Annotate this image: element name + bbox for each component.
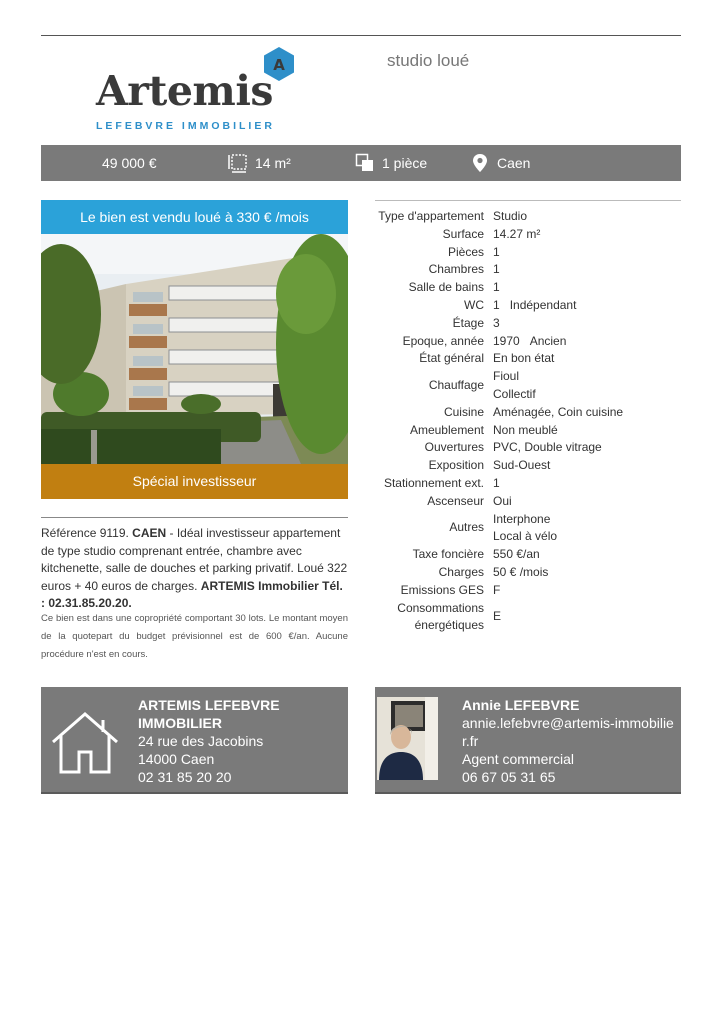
agency-city: 14000 Caen xyxy=(138,751,215,767)
rooms: 1 pièce xyxy=(382,155,428,171)
property-value-part: PVC, Double vitrage xyxy=(493,440,602,455)
property-value xyxy=(493,350,681,368)
surface: 14 m² xyxy=(255,155,291,171)
property-row xyxy=(375,226,681,244)
property-row xyxy=(375,511,681,547)
property-value-part: 14.27 m² xyxy=(493,226,541,241)
description-ref: Référence 9119. xyxy=(41,526,133,540)
property-label: Ascenseur xyxy=(427,493,484,508)
property-row xyxy=(375,404,681,422)
property-value xyxy=(493,582,681,600)
price: 49 000 € xyxy=(102,155,157,171)
property-value xyxy=(493,439,681,457)
property-value xyxy=(493,422,681,440)
right-divider xyxy=(375,200,681,201)
property-row xyxy=(375,600,681,636)
agent-phone: 06 67 05 31 65 xyxy=(462,769,556,785)
property-value-part: Oui xyxy=(493,493,512,508)
property-value-part: Ancien xyxy=(529,333,567,348)
property-value xyxy=(493,404,681,422)
property-value-part: Interphone xyxy=(493,511,551,526)
property-row xyxy=(375,493,681,511)
property-row xyxy=(375,315,681,333)
property-value xyxy=(493,511,681,547)
property-value xyxy=(493,333,681,351)
property-value xyxy=(493,368,681,404)
property-label: Chambres xyxy=(428,262,484,277)
property-value-part: 50 € /mois xyxy=(493,564,549,579)
property-label: Taxe foncière xyxy=(412,547,484,562)
property-label: Étage xyxy=(452,315,484,330)
top-divider xyxy=(41,35,681,36)
property-row xyxy=(375,457,681,475)
property-value-part: 1 xyxy=(493,280,500,295)
property-label: Salle de bains xyxy=(408,280,484,295)
logo-subtitle: LEFEBVRE IMMOBILIER xyxy=(96,120,275,132)
property-row xyxy=(375,368,681,404)
property-row xyxy=(375,208,681,226)
rented-banner: Le bien est vendu loué à 330 € /mois xyxy=(41,200,348,234)
property-value-part: Fioul xyxy=(493,369,520,384)
surface-icon xyxy=(228,153,248,173)
property-row xyxy=(375,439,681,457)
agent-role: Agent commercial xyxy=(462,751,575,767)
property-label: Emissions GES xyxy=(400,582,484,597)
property-value xyxy=(493,600,681,636)
property-label: Autres xyxy=(449,520,484,535)
property-value-part: Collectif xyxy=(493,386,536,401)
property-value-part: 1 xyxy=(493,475,500,490)
property-label: Ameublement xyxy=(409,422,484,437)
property-label: Stationnement ext. xyxy=(383,475,484,490)
property-row xyxy=(375,279,681,297)
logo-wordmark: Artemis xyxy=(96,67,273,115)
property-value xyxy=(493,475,681,493)
property-value-part: 1 xyxy=(493,244,500,259)
description-agency: ARTEMIS Immobilier Tél. : 02.31.85.20.20. xyxy=(41,578,343,610)
property-value xyxy=(493,493,681,511)
property-value-part: E xyxy=(493,609,502,624)
property-value-part: 550 €/an xyxy=(493,547,540,562)
property-label: Charges xyxy=(438,564,484,579)
property-value-part: Studio xyxy=(493,209,528,223)
property-details xyxy=(375,208,681,635)
property-row xyxy=(375,261,681,279)
property-label: Pièces xyxy=(447,244,484,259)
property-value xyxy=(493,546,681,564)
rooms-icon xyxy=(355,153,375,173)
property-value xyxy=(493,297,681,315)
property-value xyxy=(493,261,681,279)
property-row xyxy=(375,297,681,315)
property-value xyxy=(493,244,681,262)
property-label: Epoque, année xyxy=(402,333,484,348)
property-photo xyxy=(41,234,348,464)
description-legal: Ce bien est dans une copropriété comportant 30 lots. Le montant moyen de la quotepart du budget prévisionnel est de 600 €/an. Aucune procédure n'est en cours. xyxy=(41,613,348,660)
agent-email[interactable]: annie.lefebvre@artemis-immobilier.fr xyxy=(462,715,674,749)
artemis-logo xyxy=(96,46,306,136)
property-value xyxy=(493,457,681,475)
description xyxy=(41,525,348,613)
property-value-part: Local à vélo xyxy=(493,529,558,544)
property-row xyxy=(375,564,681,582)
agent-card xyxy=(375,687,681,794)
description-text: - Idéal investisseur appartement de type studio comprenant entrée, chambre avec kitchenette, salle de douches et parking privatif. Loué 322 euros + 40 euros de charges. xyxy=(41,526,348,593)
property-value-part: 1 xyxy=(493,297,500,312)
property-value-part: 3 xyxy=(493,315,500,330)
property-value-part: 1 xyxy=(493,262,500,277)
property-value-part: Indépendant xyxy=(509,297,577,312)
description-city: CAEN xyxy=(132,526,167,540)
property-label: Ouvertures xyxy=(424,440,484,455)
agency-phone: 02 31 85 20 20 xyxy=(138,769,232,785)
svg-text:A: A xyxy=(273,56,285,74)
agent-name: Annie LEFEBVRE xyxy=(462,697,580,713)
property-value-part: Aménagée, Coin cuisine xyxy=(493,404,624,419)
property-label: Type d'appartement xyxy=(378,209,484,223)
agency-street: 24 rue des Jacobins xyxy=(138,733,264,749)
property-value-part: Sud-Ouest xyxy=(493,458,551,473)
info-bar xyxy=(41,145,681,181)
property-row xyxy=(375,546,681,564)
property-value-part: 1970 xyxy=(493,333,520,348)
property-row xyxy=(375,333,681,351)
property-label: Chauffage xyxy=(428,378,484,393)
property-row xyxy=(375,422,681,440)
agency-name: ARTEMIS LEFEBVRE IMMOBILIER xyxy=(138,697,280,731)
agent-avatar xyxy=(377,697,438,780)
property-label: Exposition xyxy=(428,458,484,473)
property-value-part: Non meublé xyxy=(493,422,558,437)
property-label: Cuisine xyxy=(443,404,484,419)
property-row xyxy=(375,582,681,600)
listing-title: studio loué xyxy=(387,51,470,70)
property-value xyxy=(493,279,681,297)
property-value-part: F xyxy=(493,582,501,597)
property-value-part: En bon état xyxy=(493,351,555,366)
property-label: Surface xyxy=(442,226,484,241)
house-icon xyxy=(49,706,121,776)
property-label: État général xyxy=(419,351,484,366)
property-row xyxy=(375,475,681,493)
location-pin-icon xyxy=(472,153,488,173)
property-label: Consommations énergétiques xyxy=(397,600,484,633)
property-value xyxy=(493,315,681,333)
property-value xyxy=(493,208,681,226)
city: Caen xyxy=(497,155,531,171)
investor-banner: Spécial investisseur xyxy=(41,464,348,499)
agency-card xyxy=(41,687,348,794)
property-label: WC xyxy=(464,297,484,312)
property-value xyxy=(493,226,681,244)
property-row xyxy=(375,350,681,368)
property-row xyxy=(375,244,681,262)
property-value xyxy=(493,564,681,582)
left-divider xyxy=(41,517,348,518)
